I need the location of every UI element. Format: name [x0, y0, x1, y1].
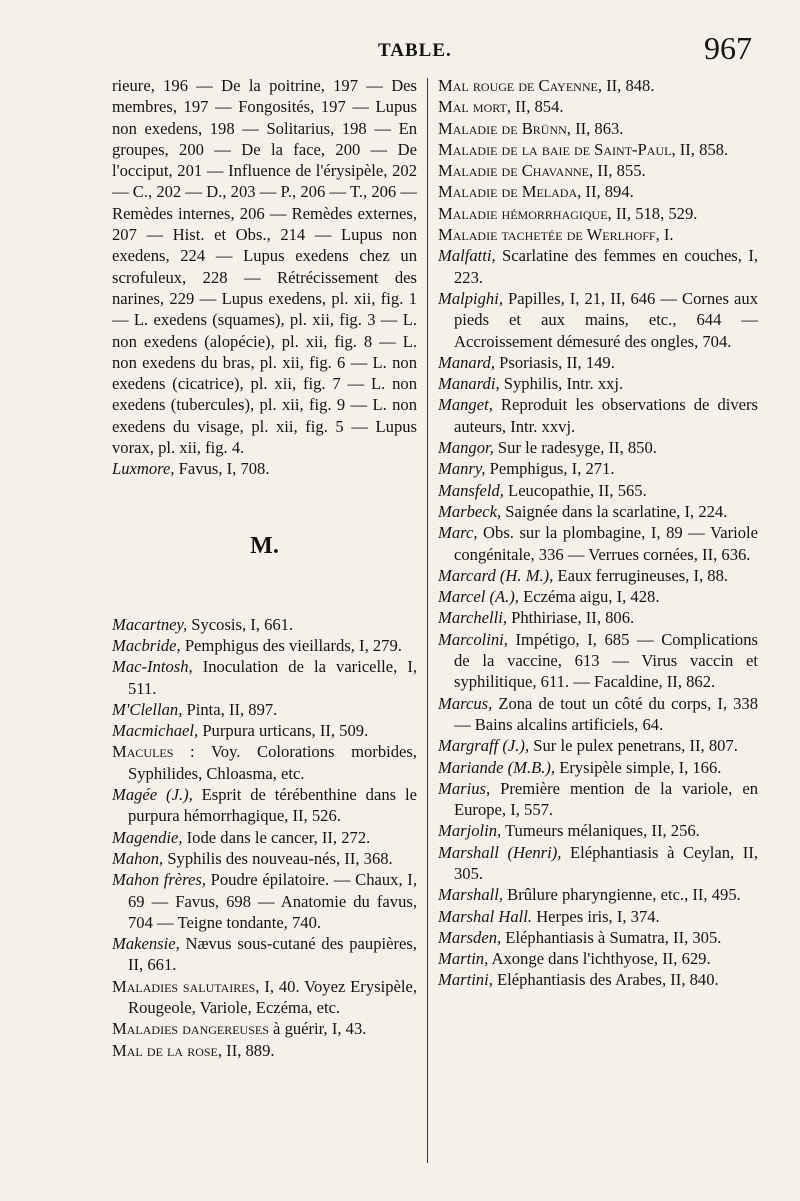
index-entry — [438, 181, 758, 202]
entry-heading: Maladie de la baie de Saint-Paul, — [438, 139, 676, 159]
entry-name: Margraff (J.), — [438, 736, 530, 756]
entry-name: Malpighi, — [438, 288, 503, 308]
index-entry — [112, 656, 417, 699]
index-entry — [438, 501, 758, 522]
right-column — [438, 75, 758, 991]
entry-name: Marcel (A.), — [438, 587, 519, 607]
entry-name: Marcard (H. M.), — [438, 565, 554, 585]
entry-text: Iode dans le cancer, II, 272. — [182, 827, 371, 847]
entry-name: Manget, — [438, 395, 493, 415]
entry-text: Eléphantiasis à Sumatra, II, 305. — [501, 927, 722, 947]
right-entry-list — [438, 75, 758, 991]
entry-text: Herpes iris, I, 374. — [532, 906, 660, 926]
index-entry — [438, 139, 758, 160]
index-entry — [438, 458, 758, 479]
entry-name: Mariande (M.B.), — [438, 757, 556, 777]
entry-name: Macmichael, — [112, 721, 199, 741]
index-entry — [112, 827, 417, 848]
entry-name: Manry, — [438, 459, 486, 479]
entry-name: Mansfeld, — [438, 480, 504, 500]
index-entry — [112, 976, 417, 1019]
entry-heading: Macules : — [112, 742, 195, 762]
entry-heading: Maladie tachetée de Werlhoff, — [438, 225, 660, 245]
index-entry — [438, 778, 758, 821]
entry-name: Magée (J.), — [112, 785, 193, 805]
index-entry — [438, 565, 758, 586]
letter-heading: M. — [250, 532, 279, 559]
entry-text: Phthiriase, II, 806. — [506, 608, 635, 628]
entry-text: I. — [659, 225, 674, 245]
index-entry — [438, 203, 758, 224]
entry-name: Mac-Intosh, — [112, 657, 193, 677]
entry-name: Macbride, — [112, 635, 181, 655]
entry-text: Pinta, II, 897. — [182, 699, 278, 719]
entry-heading: Maladie de Brünn, — [438, 118, 571, 138]
entry-text: à guérir, I, 43. — [268, 1019, 367, 1039]
index-entry — [438, 118, 758, 139]
entry-text: Axonge dans l'ichthyose, II, 629. — [488, 949, 711, 969]
entry-name: Martin, — [438, 949, 489, 969]
entry-text: Reproduit les observations de divers auteurs, Intr. xxvj. — [454, 395, 758, 436]
page-number: 967 — [704, 30, 752, 66]
entry-text: Pemphigus, I, 271. — [485, 459, 615, 479]
index-entry — [438, 757, 758, 778]
entry-name: Mahon, — [112, 848, 164, 868]
entry-text: II, 518, 529. — [611, 203, 698, 223]
index-entry — [438, 373, 758, 394]
entry-text: Sycosis, I, 661. — [187, 614, 294, 634]
index-entry — [438, 245, 758, 288]
entry-text: II, 848. — [601, 76, 655, 95]
index-entry — [438, 586, 758, 607]
entry-text: Syphilis, Intr. xxj. — [499, 374, 624, 394]
entry-text: II, 855. — [593, 161, 646, 181]
entry-text: Psoriasis, II, 149. — [495, 352, 615, 372]
index-entry — [438, 820, 758, 841]
entry-name: Marcolini, — [438, 629, 508, 649]
index-entry — [112, 848, 417, 869]
entry-text: Papilles, I, 21, II, 646 — Cornes aux pieds et aux mains, etc., 644 — Accroissement démesuré des ongles, 704. — [454, 288, 758, 351]
entry-text: Impétigo, I, 685 — Complications de la vaccine, 613 — Virus vaccin et syphilitique, 611. — Facaldine, II, 862. — [454, 629, 758, 692]
index-entry — [112, 614, 417, 635]
index-entry — [438, 842, 758, 885]
entry-name: Marshal Hall. — [438, 906, 533, 926]
entry-heading: Maladie de Melada, — [438, 182, 582, 202]
entry-text: Eczéma aigu, I, 428. — [518, 587, 660, 607]
index-entry — [438, 948, 758, 969]
page-header — [0, 30, 800, 70]
entry-name: Marjolin, — [438, 821, 502, 841]
entry-text: Voy. Colorations morbides, Syphilides, Chloasma, etc. — [128, 742, 417, 783]
index-entry — [112, 869, 417, 933]
entry-text: Esprit de térébenthine dans le purpura hémorrhagique, II, 526. — [128, 785, 417, 826]
index-entry — [438, 394, 758, 437]
index-entry — [438, 96, 758, 117]
index-entry — [438, 522, 758, 565]
index-entry — [438, 607, 758, 628]
entry-name: Makensie, — [112, 934, 180, 954]
entry-text: II, 854. — [511, 97, 564, 117]
index-entry — [438, 75, 758, 96]
entry-heading: Mal mort, — [438, 97, 511, 117]
entry-text: Sur le pulex penetrans, II, 807. — [529, 736, 738, 756]
entry-heading: Maladies dangereuses — [112, 1019, 269, 1039]
entry-text: Inoculation de la varicelle, I, 511. — [128, 657, 417, 698]
entry-text: Zona de tout un côté du corps, I, 338 — Bains alcalins artificiels, 64. — [454, 693, 758, 734]
entry-name: Marshall, — [438, 885, 503, 905]
entry-heading: Mal rouge de Cayenne, — [438, 76, 602, 95]
entry-name: Luxmore, — [112, 459, 175, 479]
entry-heading: Mal de la rose, — [112, 1040, 223, 1060]
entry-name: Macartney, — [112, 614, 188, 634]
entry-name: Manardi, — [438, 374, 500, 394]
entry-text: II, 858. — [675, 139, 729, 159]
entry-name: Marsden, — [438, 927, 502, 947]
entry-name: Marbeck, — [438, 501, 502, 521]
index-entry — [438, 480, 758, 501]
entry-text: Leucopathie, II, 565. — [503, 480, 647, 500]
entry-name: Marc, — [438, 523, 478, 543]
entry-text: Saignée dans la scarlatine, I, 224. — [501, 501, 728, 521]
index-entry — [112, 1018, 417, 1039]
entry-text: Purpura urticans, II, 509. — [198, 721, 369, 741]
entry-text: Pemphigus des vieillards, I, 279. — [180, 635, 402, 655]
index-entry — [112, 933, 417, 976]
entry-text: II, 863. — [570, 118, 624, 138]
entry-name: Manard, — [438, 352, 496, 372]
entry-name: Mangor, — [438, 438, 494, 458]
column-divider — [427, 78, 428, 1163]
entry-name: Magendie, — [112, 827, 183, 847]
continued-entry: rieure, 196 — De la poitrine, 197 — Des membres, 197 — Fongosités, 197 — Lupus non exedens, 198 — Solitarius, 198 — En groupes, 200 — De la face, 200 — De l'occiput, 201 — Influence de l'érysipèle, 202 — C., 202 — D., 203 — P., 206 — T., 206 — Remèdes internes, 206 — Remèdes externes, 207 — Hist. et Obs., 214 — Lupus non exedens, 224 — Lupus exedens chez un scrofuleux, 228 — Rétrécissement des narines, 229 — Lupus exedens, pl. xii, fig. 1 — L. exedens (squames), pl. xii, fig. 3 — L. non exedens (alopécie), pl. xii, fig. 8 — L. non exedens du bras, pl. xii, fig. 6 — L. non exedens (cicatrice), pl. xii, fig. 7 — L. non exedens (tubercules), pl. xii, fig. 9 — L. non exedens du visage, pl. xii, fig. 5 — Lupus vorax, pl. xii, fig. 4. — [112, 76, 417, 458]
entry-text: Erysipèle simple, I, 166. — [555, 757, 722, 777]
left-entry-list — [112, 614, 417, 1061]
index-entry — [112, 635, 417, 656]
entry-text: Syphilis des nouveau-nés, II, 368. — [163, 848, 393, 868]
entry-name: Mahon frères, — [112, 870, 206, 890]
index-entry — [438, 629, 758, 693]
entry-name: Marchelli, — [438, 608, 507, 628]
index-entry — [438, 906, 758, 927]
index-entry — [438, 693, 758, 736]
index-entry — [438, 160, 758, 181]
index-entry — [112, 741, 417, 784]
entry-heading: Maladies salutaires, — [112, 976, 260, 996]
index-entry — [438, 352, 758, 373]
index-entry — [112, 458, 417, 479]
entry-name: M'Clellan, — [112, 699, 183, 719]
entry-text: Brûlure pharyngienne, etc., II, 495. — [503, 885, 741, 905]
entry-text: Poudre épilatoire. — Chaux, I, 69 — Favus, 698 — Anatomie du favus, 704 — Teigne tondante, 740. — [128, 870, 417, 932]
entry-name: Martini, — [438, 970, 493, 990]
entry-text: Scarlatine des femmes en couches, I, 223. — [454, 246, 758, 287]
entry-text: Nævus sous-cutané des paupières, II, 661. — [128, 934, 417, 975]
entry-text: Obs. sur la plombagine, I, 89 — Variole congénitale, 336 — Verrues cornées, II, 636. — [454, 523, 758, 564]
left-column — [112, 75, 417, 1061]
entry-text: II, 894. — [581, 182, 634, 202]
running-title: TABLE. — [378, 40, 452, 61]
index-entry — [438, 969, 758, 990]
entry-heading: Maladie de Chavanne, — [438, 161, 594, 181]
entry-text: Sur le radesyge, II, 850. — [493, 438, 657, 458]
index-entry — [112, 699, 417, 720]
index-entry — [438, 437, 758, 458]
entry-heading: Maladie hémorrhagique, — [438, 203, 612, 223]
entry-text: II, 889. — [222, 1040, 275, 1060]
index-entry — [112, 1040, 417, 1061]
entry-name: Malfatti, — [438, 246, 496, 266]
entry-text: Tumeurs mélaniques, II, 256. — [501, 821, 700, 841]
index-entry — [438, 735, 758, 756]
entry-name: Marcus, — [438, 693, 493, 713]
entry-text: Eaux ferrugineuses, I, 88. — [553, 565, 729, 585]
index-entry — [438, 288, 758, 352]
index-entry — [112, 784, 417, 827]
entry-text: Première mention de la variole, en Europe, I, 557. — [454, 778, 758, 820]
entry-text: Eléphantiasis des Arabes, II, 840. — [492, 970, 719, 990]
entry-text: Favus, I, 708. — [174, 459, 270, 479]
entry-name: Marshall (Henri), — [438, 842, 562, 862]
index-entry — [438, 927, 758, 948]
entry-name: Marius, — [438, 778, 491, 798]
entry-text: I, 40. Voyez Erysipèle, Rougeole, Variole, Eczéma, etc. — [128, 976, 417, 1017]
index-entry — [112, 720, 417, 741]
index-entry — [438, 224, 758, 245]
index-entry — [438, 884, 758, 905]
entry-text: Eléphantiasis à Ceylan, II, 305. — [454, 842, 758, 883]
